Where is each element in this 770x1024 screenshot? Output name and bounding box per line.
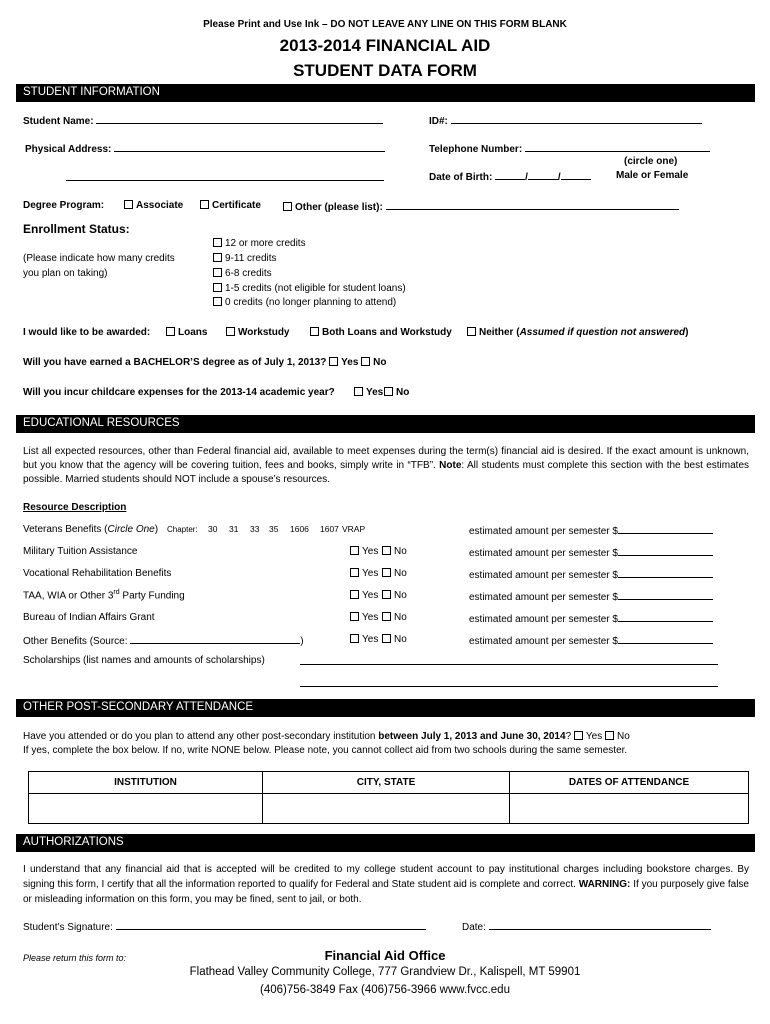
enrollment-option-6-8[interactable]	[213, 268, 272, 279]
option-label: 9-11 credits	[225, 253, 277, 264]
authorization-text	[23, 862, 749, 907]
checkbox[interactable]	[213, 283, 222, 292]
section-title: OTHER POST-SECONDARY ATTENDANCE	[23, 701, 254, 713]
attendance-question	[23, 731, 630, 742]
checkbox[interactable]	[310, 327, 319, 336]
bia-no[interactable]	[382, 612, 407, 623]
checkbox[interactable]	[213, 268, 222, 277]
id-label: ID#:	[429, 116, 448, 127]
phone-field[interactable]	[525, 142, 710, 152]
dob-month-field[interactable]	[495, 170, 525, 180]
contact-info: (406)756-3849 Fax (406)756-3966 www.fvcc.edu	[260, 984, 510, 996]
option-note: Assumed if question not answered	[519, 327, 686, 338]
chapter-30[interactable]: 30	[208, 524, 218, 534]
checkbox[interactable]	[213, 253, 222, 262]
other-benefits-label	[23, 634, 304, 647]
question-text: ?	[565, 731, 572, 742]
degree-other-field[interactable]	[386, 200, 679, 210]
city-state-cell[interactable]	[263, 794, 510, 824]
scholarships-field-2[interactable]	[300, 686, 718, 687]
address-label: Physical Address:	[25, 144, 112, 155]
dob-separator: /	[557, 172, 561, 183]
vocational-no[interactable]	[382, 568, 407, 579]
option-label: No	[373, 357, 387, 368]
bachelor-yes[interactable]	[329, 357, 358, 368]
intro-text: List all expected resources, other than Federal financial aid, available to meet expenses during the term(s) financial aid is desired. If the exact amount is unknown, but you know that the agency will be covering tuition, fees and books, simply write in “TFB”.	[23, 446, 749, 471]
checkbox[interactable]	[382, 546, 391, 555]
option-label: No	[394, 590, 407, 601]
bachelor-question	[23, 357, 387, 368]
military-no[interactable]	[382, 546, 407, 557]
taa-no[interactable]	[382, 590, 407, 601]
authorization-body: If you purposely give false or misleading information on this form, you may be fined, sent to jail, or both.	[23, 879, 749, 905]
option-label: Yes	[362, 546, 379, 557]
section-title: EDUCATIONAL RESOURCES	[23, 417, 180, 429]
estimate-field[interactable]	[618, 612, 713, 622]
row-label-superscript: rd	[113, 589, 120, 596]
option-label: No	[394, 612, 407, 623]
option-label: No	[394, 546, 407, 557]
dates-cell[interactable]	[510, 794, 749, 824]
scholarships-label: Scholarships (list names and amounts of scholarships)	[23, 655, 265, 666]
estimate-label: estimated amount per semester $	[469, 614, 618, 625]
signature-label: Student’s Signature:	[23, 922, 113, 933]
option-label: Workstudy	[238, 327, 290, 338]
option-label: 6-8 credits	[225, 268, 272, 279]
address-field-1[interactable]	[114, 142, 385, 152]
checkbox[interactable]	[350, 568, 359, 577]
column-header: INSTITUTION	[29, 772, 263, 794]
checkbox[interactable]	[382, 590, 391, 599]
dob-separator: /	[525, 172, 528, 183]
checkbox[interactable]	[605, 731, 614, 740]
taa-label	[23, 589, 185, 601]
date-row	[462, 920, 711, 933]
row-note: Circle One	[107, 524, 155, 535]
option-label: 1-5 credits (not eligible for student loans)	[225, 283, 406, 294]
date-label: Date:	[462, 922, 486, 933]
intro-text: : All students must complete this section with the best estimates possible. Married students should NOT include a spouse’s resources.	[23, 460, 750, 485]
question-text: Have you attended or do you plan to attend any other post-secondary institution	[23, 731, 379, 742]
college-address: Flathead Valley Community College, 777 Grandview Dr., Kalispell, MT 59901	[189, 966, 581, 978]
checkbox[interactable]	[384, 387, 393, 396]
option-label: Yes	[585, 731, 603, 742]
id-row	[429, 114, 702, 127]
warning-label: WARNING:	[578, 879, 631, 890]
checkbox[interactable]	[350, 546, 359, 555]
checkbox[interactable]	[226, 327, 235, 336]
chapter-vrap[interactable]: VRAP	[342, 524, 366, 534]
vocational-label: Vocational Rehabilitation Benefits	[23, 568, 172, 579]
military-estimate	[469, 546, 713, 559]
checkbox[interactable]	[166, 327, 175, 336]
attendance-no[interactable]	[605, 731, 630, 742]
enrollment-option-12plus[interactable]	[213, 238, 306, 249]
award-option-workstudy[interactable]	[226, 327, 290, 338]
id-field[interactable]	[451, 114, 702, 124]
veterans-label	[23, 524, 158, 535]
estimate-field[interactable]	[618, 568, 713, 578]
option-label: Yes	[341, 357, 359, 368]
form-title-line2: STUDENT DATA FORM	[293, 61, 477, 80]
chapter-31[interactable]: 31	[229, 524, 239, 534]
attendance-table	[28, 771, 749, 824]
student-name-label: Student Name:	[23, 116, 94, 127]
resource-heading: Resource Description	[23, 502, 127, 513]
section-title: STUDENT INFORMATION	[23, 86, 160, 98]
table-header-row	[29, 772, 749, 794]
intro-note-label: Note	[439, 460, 462, 471]
estimate-label: estimated amount per semester $	[469, 526, 618, 537]
other-benefits-source-field[interactable]	[130, 634, 300, 644]
checkbox[interactable]	[382, 634, 391, 643]
form-instruction: Please Print and Use Ink – DO NOT LEAVE ANY LINE ON THIS FORM BLANK	[203, 19, 567, 30]
option-label: 0 credits (no longer planning to attend)	[225, 297, 397, 308]
estimate-label: estimated amount per semester $	[469, 570, 618, 581]
dob-row	[429, 170, 591, 183]
checkbox[interactable]	[350, 634, 359, 643]
date-field[interactable]	[489, 920, 711, 930]
phone-label: Telephone Number:	[429, 144, 523, 155]
office-name: Financial Aid Office	[324, 948, 446, 963]
chapter-35[interactable]: 35	[269, 524, 279, 534]
dob-year-field[interactable]	[561, 170, 591, 180]
option-label: Both Loans and Workstudy	[322, 327, 452, 338]
enrollment-label: Enrollment Status:	[23, 222, 130, 236]
checkbox[interactable]	[382, 612, 391, 621]
row-label: Other Benefits (Source:	[23, 636, 128, 647]
option-label: Yes	[366, 387, 384, 398]
option-label: Yes	[362, 590, 379, 601]
option-label: No	[394, 634, 407, 645]
checkbox[interactable]	[213, 238, 222, 247]
enrollment-option-9-11[interactable]	[213, 253, 277, 264]
estimate-field[interactable]	[618, 524, 713, 534]
degree-option-certificate[interactable]	[200, 200, 261, 211]
column-header: DATES OF ATTENDANCE	[510, 772, 749, 794]
student-name-field[interactable]	[96, 114, 383, 124]
signature-row	[23, 920, 426, 933]
student-info-header	[16, 84, 755, 102]
checkbox[interactable]	[361, 357, 370, 366]
checkbox[interactable]	[354, 387, 363, 396]
taa-estimate	[469, 590, 713, 603]
signature-field[interactable]	[116, 920, 426, 930]
award-option-neither[interactable]	[467, 327, 689, 338]
award-label: I would like to be awarded:	[23, 327, 151, 338]
checkbox[interactable]	[382, 568, 391, 577]
bia-label: Bureau of Indian Affairs Grant	[23, 612, 155, 623]
checkbox[interactable]	[350, 590, 359, 599]
bia-yes[interactable]	[350, 612, 378, 623]
option-label: Neither (	[479, 327, 520, 338]
other-yes[interactable]	[350, 634, 378, 645]
award-option-both[interactable]	[310, 327, 452, 338]
address-row	[25, 142, 385, 155]
option-label: Yes	[362, 612, 379, 623]
military-label: Military Tuition Assistance	[23, 546, 138, 557]
chapter-1607[interactable]: 1607	[320, 524, 339, 534]
bachelor-no[interactable]	[361, 357, 386, 368]
checkbox[interactable]	[200, 200, 209, 209]
checkbox[interactable]	[213, 297, 222, 306]
scholarships-field-1[interactable]	[300, 664, 718, 665]
option-label: 12 or more credits	[225, 238, 306, 249]
dob-day-field[interactable]	[528, 170, 558, 180]
option-label: No	[394, 568, 407, 579]
authorization-body: I understand that any financial aid that is accepted will be credited to my college student account to pay institutional charges including bookstore charges. By signing this form, I certify that all the information reported to qualify for Federal and State student aid is complete and correct.	[23, 864, 749, 890]
option-label: Certificate	[212, 200, 261, 211]
other-no[interactable]	[382, 634, 407, 645]
form-title-line1: 2013-2014 FINANCIAL AID	[279, 36, 491, 55]
enrollment-note-1: (Please indicate how many credits	[23, 253, 175, 264]
option-label: Yes	[362, 568, 379, 579]
dob-label: Date of Birth:	[429, 172, 493, 183]
estimate-field[interactable]	[618, 546, 713, 556]
institution-cell[interactable]	[29, 794, 263, 824]
enrollment-note-2: you plan on taking)	[23, 268, 108, 279]
phone-row	[429, 142, 710, 155]
section-title: AUTHORIZATIONS	[23, 836, 124, 848]
option-label: Associate	[136, 200, 184, 211]
estimate-label: estimated amount per semester $	[469, 548, 618, 559]
estimate-field[interactable]	[618, 634, 713, 644]
option-label: Yes	[362, 634, 379, 645]
other-estimate	[469, 634, 713, 647]
row-label: Veterans Benefits (	[23, 524, 108, 535]
checkbox[interactable]	[329, 357, 338, 366]
estimate-label: estimated amount per semester $	[469, 636, 618, 647]
authorizations-header	[16, 834, 755, 852]
military-yes[interactable]	[350, 546, 378, 557]
taa-yes[interactable]	[350, 590, 378, 601]
table-row	[29, 794, 749, 824]
question-text-bold: between July 1, 2013 and June 30, 2014	[378, 731, 566, 742]
award-option-loans[interactable]	[166, 327, 207, 338]
gender-options[interactable]: Male or Female	[616, 170, 689, 181]
chapter-1606[interactable]: 1606	[290, 524, 309, 534]
checkbox[interactable]	[124, 200, 133, 209]
student-name-row	[23, 114, 383, 127]
vocational-yes[interactable]	[350, 568, 378, 579]
row-label: )	[300, 636, 304, 647]
enrollment-option-0[interactable]	[213, 297, 396, 308]
estimate-field[interactable]	[618, 590, 713, 600]
row-label: Party Funding	[119, 590, 185, 602]
column-header: CITY, STATE	[263, 772, 510, 794]
option-label: No	[617, 731, 630, 742]
childcare-question: Will you incur childcare expenses for the 2013-14 academic year?	[23, 387, 335, 398]
return-note: Please return this form to:	[23, 953, 127, 963]
option-label: )	[685, 327, 689, 338]
checkbox[interactable]	[574, 731, 583, 740]
attendance-header	[16, 699, 755, 717]
chapter-label: Chapter:	[167, 525, 198, 534]
attendance-instructions: If yes, complete the box below. If no, write NONE below. Please note, you cannot collect aid from two schools during the same semester.	[23, 745, 628, 756]
degree-option-associate[interactable]	[124, 200, 183, 211]
vocational-estimate	[469, 568, 713, 581]
degree-label: Degree Program:	[23, 200, 105, 211]
veterans-estimate	[469, 524, 713, 537]
option-label: Other (please list):	[295, 202, 383, 213]
attendance-yes[interactable]	[574, 731, 602, 742]
address-field-2[interactable]	[66, 180, 384, 181]
row-label: )	[154, 524, 159, 535]
option-label: No	[396, 387, 410, 398]
enrollment-option-1-5[interactable]	[213, 283, 406, 294]
checkbox[interactable]	[350, 612, 359, 621]
childcare-no[interactable]	[384, 387, 409, 398]
educational-resources-header	[16, 415, 755, 433]
circle-one-note: (circle one)	[624, 156, 678, 167]
childcare-yes[interactable]	[354, 387, 383, 398]
estimate-label: estimated amount per semester $	[469, 592, 618, 603]
chapter-33[interactable]: 33	[250, 524, 260, 534]
bia-estimate	[469, 612, 713, 625]
question-text: Will you have earned a BACHELOR’S degree as of July 1, 2013?	[23, 357, 327, 368]
row-label: TAA, WIA or Other 3	[23, 590, 114, 602]
educational-intro	[23, 445, 749, 487]
degree-option-other[interactable]	[283, 200, 679, 213]
checkbox[interactable]	[283, 202, 292, 211]
option-label: Loans	[178, 327, 208, 338]
checkbox[interactable]	[467, 327, 476, 336]
